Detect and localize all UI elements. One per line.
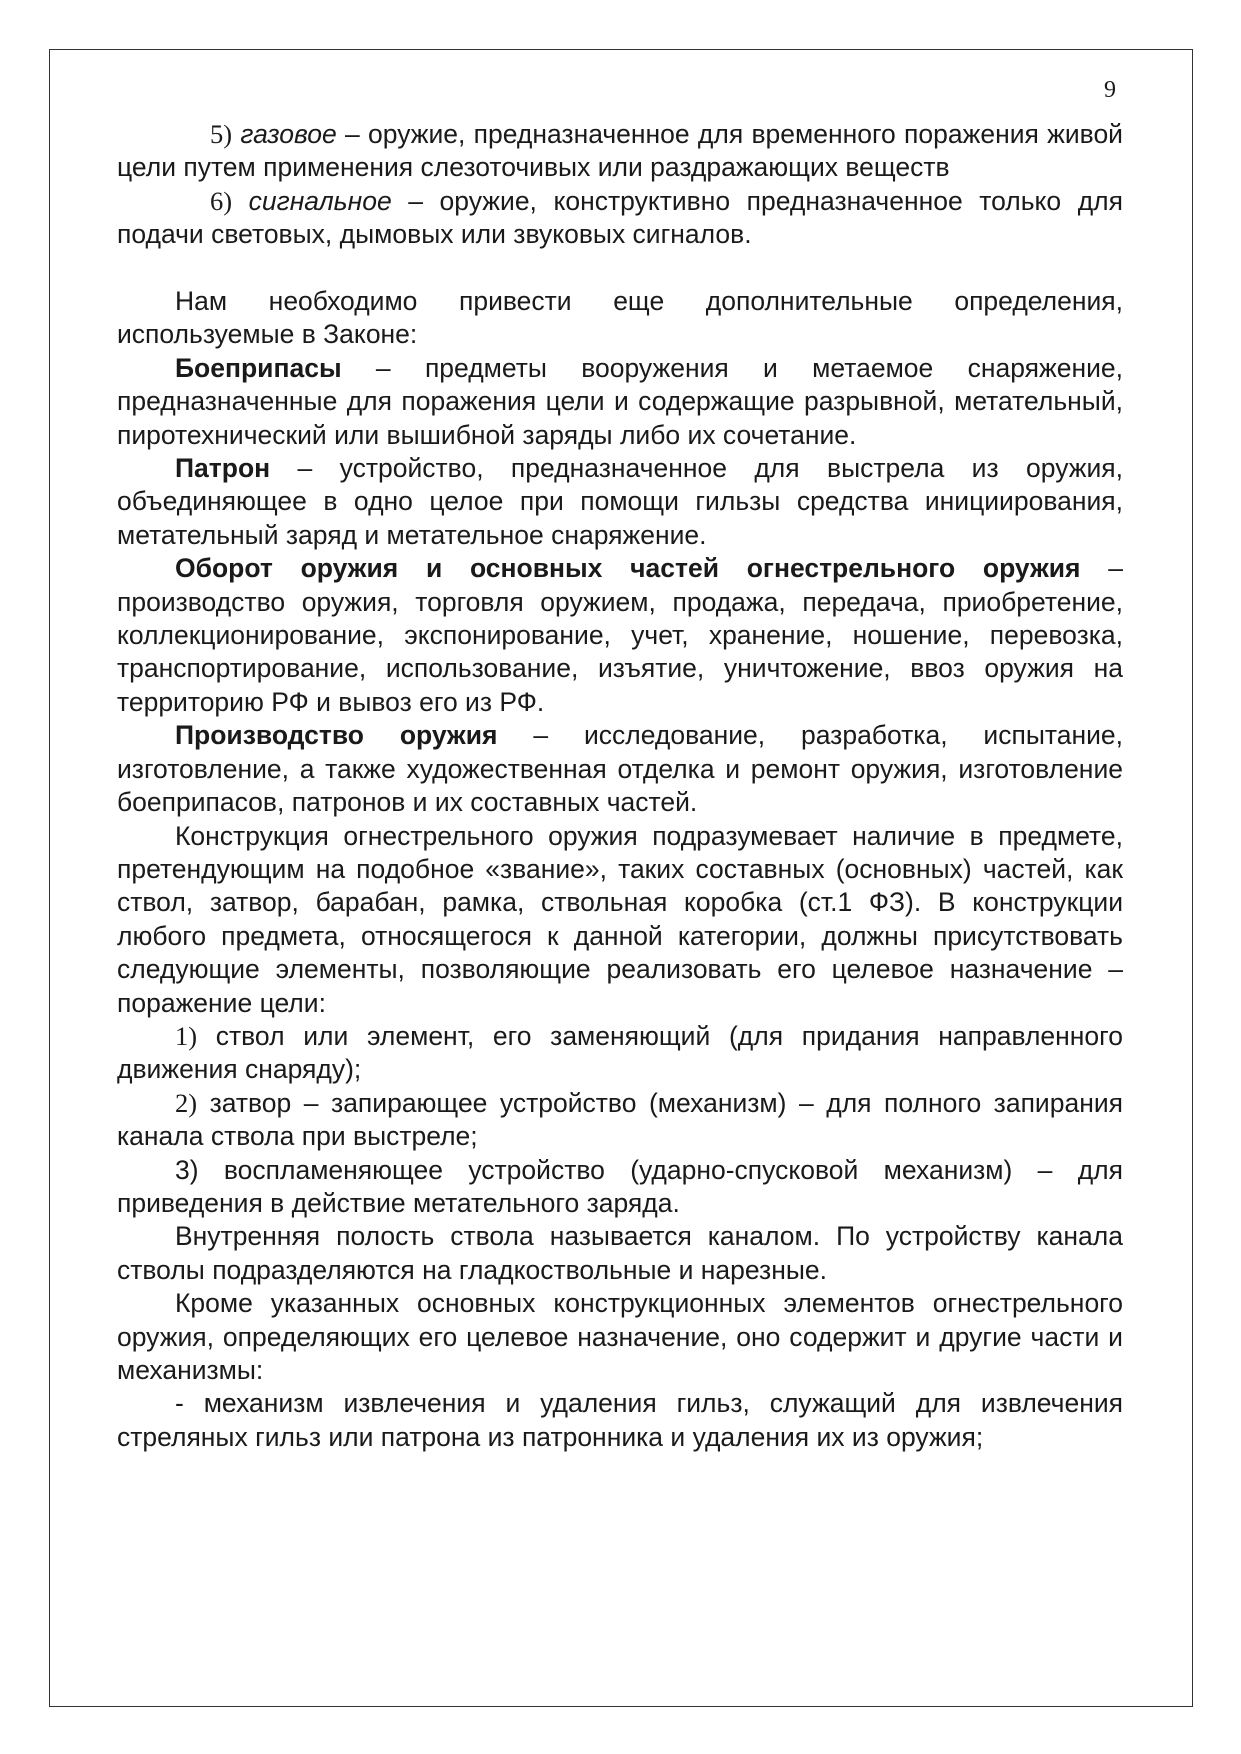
paragraph-text: ствол или элемент, его заменяющий (для придания направленного движения снаряду); — [117, 1020, 1123, 1085]
paragraph-text: затвор – запирающее устройство (механизм) – для полного запирания канала ствола при выстреле; — [117, 1087, 1123, 1152]
construction-paragraph: Конструкция огнестрельного оружия подразумевает наличие в предмете, претендующим на подобное «звание», таких составных (основных) частей, как ствол, затвор, барабан, рамка, ствольная коробка (ст.1 ФЗ). В конструкции любого предмета, относящегося к данной категории, должны присутствовать следующие элементы, позволяющие реализовать его целевое назначение – поражение цели: — [117, 820, 1123, 1018]
paragraph-text: – предметы вооружения и метаемое снаряжение, предназначенные для поражения цели и содержащие разрывной, метательный, пиротехнический или вышибной заряды либо их сочетание. — [117, 352, 1123, 450]
paragraph-text: – оружие, конструктивно предназначенное только для подачи световых, дымовых или звуковых сигналов. — [117, 185, 1123, 250]
blank-line — [117, 252, 1123, 285]
paragraph-text: – исследование, разработка, испытание, изготовление, а также художественная отделка и ремонт оружия, изготовление боеприпасов, патронов и их составных частей. — [117, 720, 1123, 818]
definition-ammunition — [117, 352, 1123, 452]
page-number: 9 — [1104, 77, 1116, 103]
list-number: 6) — [210, 185, 233, 216]
document-body — [117, 118, 1123, 1454]
defined-term: сигнальное — [248, 185, 392, 216]
defined-term: Патрон — [175, 453, 271, 484]
defined-term: Оборот оружия и основных частей огнестрельного оружия — [175, 553, 1081, 584]
bore-paragraph: Внутренняя полость ствола называется каналом. По устройству канала стволы подразделяются на гладкоствольные и нарезные. — [117, 1221, 1123, 1285]
list-number: 5) — [210, 119, 233, 149]
definition-weapon-production — [117, 719, 1123, 819]
intro-paragraph: Нам необходимо привести еще дополнительные определения, используемые в Законе: — [117, 286, 1123, 350]
list-number: 1) — [175, 1020, 198, 1051]
defined-term: Производство оружия — [175, 720, 498, 751]
defined-term: газовое — [240, 119, 337, 149]
definition-signal-weapon — [117, 185, 1123, 252]
definition-weapon-turnover — [117, 552, 1123, 719]
list-item-extractor: - механизм извлечения и удаления гильз, служащий для извлечения стреляных гильз или патрона из патронника и удаления их из оружия; — [117, 1388, 1123, 1452]
list-number: 2) — [175, 1087, 198, 1118]
paragraph-text: – производство оружия, торговля оружием, продажа, передача, приобретение, коллекционирование, экспонирование, учет, хранение, ношение, перевозка, транспортирование, использование, изъятие, уничтожение, ввоз оружия на территорию РФ и вывоз его из РФ. — [117, 553, 1123, 717]
paragraph-text: – устройство, предназначенное для выстрела из оружия, объединяющее в одно целое при помощи гильзы средства инициирования, метательный заряд и метательное снаряжение. — [117, 453, 1123, 550]
paragraph-text: – оружие, предназначенное для временного поражения живой цели путем применения слезоточивых или раздражающих веществ — [117, 119, 1123, 183]
definition-cartridge — [117, 452, 1123, 552]
list-item-ignition: 3) воспламеняющее устройство (ударно-спусковой механизм) – для приведения в действие метательного заряда. — [117, 1154, 1123, 1218]
list-item-bolt — [117, 1087, 1123, 1154]
defined-term: Боеприпасы — [175, 352, 342, 383]
definition-gas-weapon — [117, 118, 1123, 185]
list-item-barrel — [117, 1020, 1123, 1087]
other-parts-paragraph: Кроме указанных основных конструкционных элементов огнестрельного оружия, определяющих его целевое назначение, оно содержит и другие части и механизмы: — [117, 1288, 1123, 1386]
